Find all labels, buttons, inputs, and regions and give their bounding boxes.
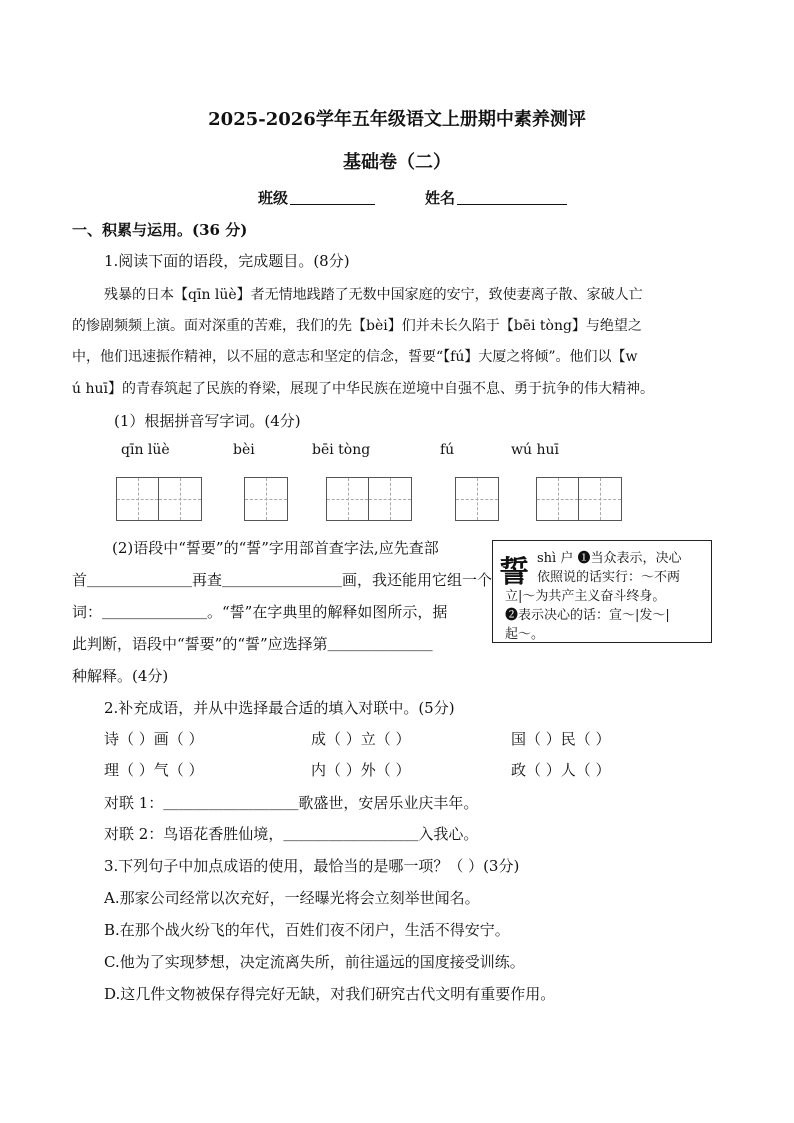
idiom-blank[interactable]: 理（ ）气（ ）	[104, 761, 204, 779]
pinyin-label: fú	[440, 442, 455, 458]
question-2-prompt: 2.补充成语，并从中选择最合适的填入对联中。(5分)	[104, 699, 455, 717]
grid-cell[interactable]	[117, 478, 159, 520]
writing-grid-bei[interactable]	[244, 477, 288, 521]
passage-line: 残暴的日本【qīn lüè】者无情地践踏了无数中国家庭的安宁，致使妻离子散、家破人亡	[104, 287, 643, 303]
passage-line: ú huī】的青春筑起了民族的脊梁，展现了中华民族在逆境中自强不息、勇于抗争的伟大精神。	[72, 381, 654, 397]
class-field[interactable]	[290, 188, 375, 205]
grid-cell[interactable]	[579, 478, 621, 520]
pinyin-label: qīn lüè	[121, 442, 170, 458]
name-label: 姓名	[425, 189, 456, 207]
grid-cell[interactable]	[537, 478, 579, 520]
question-1-sub2-line: (2)语段中“誓要”的“誓”字用部首查字法,应先查部	[112, 539, 439, 557]
couplet-1[interactable]: 对联 1：＿＿＿＿＿＿＿＿＿歌盛世，安居乐业庆丰年。	[104, 794, 479, 812]
dictionary-line: ❷表示决心的话：宣～|发～|	[505, 608, 670, 623]
idiom-blank[interactable]: 成（ ）立（ ）	[311, 730, 411, 748]
question-1-sub2-line: 词：＿＿＿＿＿＿＿。“誓”在字典里的解释如图所示，据	[72, 603, 448, 621]
option-a: A.那家公司经常以次充好，一经曝光将会立刻举世闻名。	[104, 889, 480, 907]
question-1-sub2-line: 种解释。(4分)	[72, 667, 169, 685]
writing-grid-fu[interactable]	[455, 477, 499, 521]
writing-grid-wuhui[interactable]	[536, 477, 622, 521]
section-heading: 一、积累与运用。(36 分)	[72, 221, 248, 239]
question-3-prompt: 3.下列句子中加点成语的使用，最恰当的是哪一项？（ ）(3分)	[104, 857, 520, 875]
dictionary-line: 依照说的话实行：～不两	[537, 570, 681, 585]
idiom-blank[interactable]: 国（ ）民（ ）	[511, 730, 611, 748]
grid-cell[interactable]	[456, 478, 498, 520]
writing-grid-qinlue[interactable]	[116, 477, 202, 521]
pinyin-label: bèi	[233, 442, 255, 458]
grid-cell[interactable]	[369, 478, 411, 520]
idiom-blank[interactable]: 内（ ）外（ ）	[311, 761, 411, 779]
dictionary-character: 誓	[499, 555, 529, 590]
dictionary-line: shì 户 ❶当众表示，决心	[537, 551, 682, 566]
dictionary-line: 起～。	[505, 627, 545, 642]
writing-grid-beitong[interactable]	[326, 477, 412, 521]
grid-cell[interactable]	[327, 478, 369, 520]
grid-cell[interactable]	[159, 478, 201, 520]
pinyin-label: bēi tòng	[312, 442, 371, 458]
option-d: D.这几件文物被保存得完好无缺，对我们研究古代文明有重要作用。	[104, 985, 556, 1003]
couplet-2[interactable]: 对联 2：鸟语花香胜仙境，＿＿＿＿＿＿＿＿＿入我心。	[104, 825, 479, 843]
question-1-sub2-line: 此判断，语段中“誓要”的“誓”应选择第＿＿＿＿＿＿＿	[72, 635, 433, 653]
option-c: C.他为了实现梦想，决定流离失所，前往遥远的国度接受训练。	[104, 953, 525, 971]
dictionary-line: 立|～为共产主义奋斗终身。	[505, 589, 666, 604]
idiom-blank[interactable]: 诗（ ）画（ ）	[104, 730, 204, 748]
question-1-sub2-line: 首＿＿＿＿＿＿＿再查＿＿＿＿＿＿＿＿画，我还能用它组一个	[72, 571, 493, 589]
passage-line: 中，他们迅速振作精神，以不屈的意志和坚定的信念，誓要“【fú】大厦之将倾”。他们以【w	[72, 349, 638, 365]
pinyin-label: wú huī	[511, 442, 559, 458]
passage-line: 的惨剧频频上演。面对深重的苦难，我们的先【bèi】们并未长久陷于【bēi tòng】与绝望之	[72, 318, 642, 334]
name-field[interactable]	[457, 188, 567, 205]
grid-cell[interactable]	[245, 478, 287, 520]
option-b: B.在那个战火纷飞的年代，百姓们夜不闭户，生活不得安宁。	[104, 921, 510, 939]
page-subtitle: 基础卷（二）	[343, 152, 451, 173]
class-label: 班级	[258, 189, 289, 207]
idiom-blank[interactable]: 政（ ）人（ ）	[511, 761, 611, 779]
question-1-sub1: (1）根据拼音写字词。(4分)	[114, 412, 301, 430]
question-1-prompt: 1.阅读下面的语段，完成题目。(8分)	[104, 252, 350, 270]
dictionary-entry-box	[492, 540, 712, 643]
page-title: 2025-2026学年五年级语文上册期中素养测评	[208, 109, 586, 130]
